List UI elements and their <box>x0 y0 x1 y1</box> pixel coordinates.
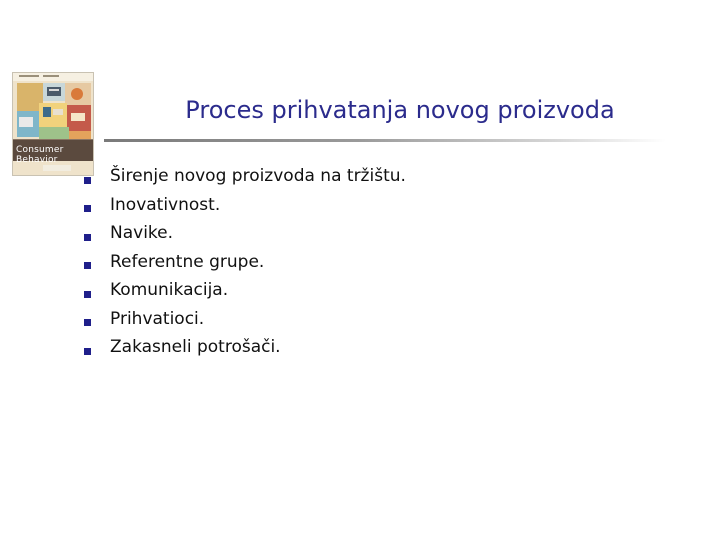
bullet-item <box>84 276 406 305</box>
bullet-text: Inovativnost. <box>110 194 221 215</box>
square-bullet-icon <box>84 262 91 269</box>
bullet-item <box>84 191 406 220</box>
square-bullet-icon <box>84 234 91 241</box>
square-bullet-icon <box>84 319 91 326</box>
bullet-item <box>84 162 406 191</box>
bullet-text: Širenje novog proizvoda na tržištu. <box>110 166 406 187</box>
bullet-item <box>84 333 406 362</box>
bullet-item <box>84 248 406 277</box>
book-cover-title: Consumer Behavior <box>16 145 64 165</box>
bullet-text: Referentne grupe. <box>110 251 265 272</box>
bullet-list <box>84 162 406 362</box>
bullet-text: Komunikacija. <box>110 280 229 301</box>
slide-title: Proces prihvatanja novog proizvoda <box>185 96 615 124</box>
book-cover-image <box>12 72 94 176</box>
title-divider <box>104 139 666 142</box>
bullet-text: Zakasneli potrošači. <box>110 337 281 358</box>
square-bullet-icon <box>84 177 91 184</box>
square-bullet-icon <box>84 205 91 212</box>
bullet-text: Prihvatioci. <box>110 308 205 329</box>
square-bullet-icon <box>84 348 91 355</box>
bullet-item <box>84 305 406 334</box>
bullet-text: Navike. <box>110 223 174 244</box>
bullet-item <box>84 219 406 248</box>
square-bullet-icon <box>84 291 91 298</box>
